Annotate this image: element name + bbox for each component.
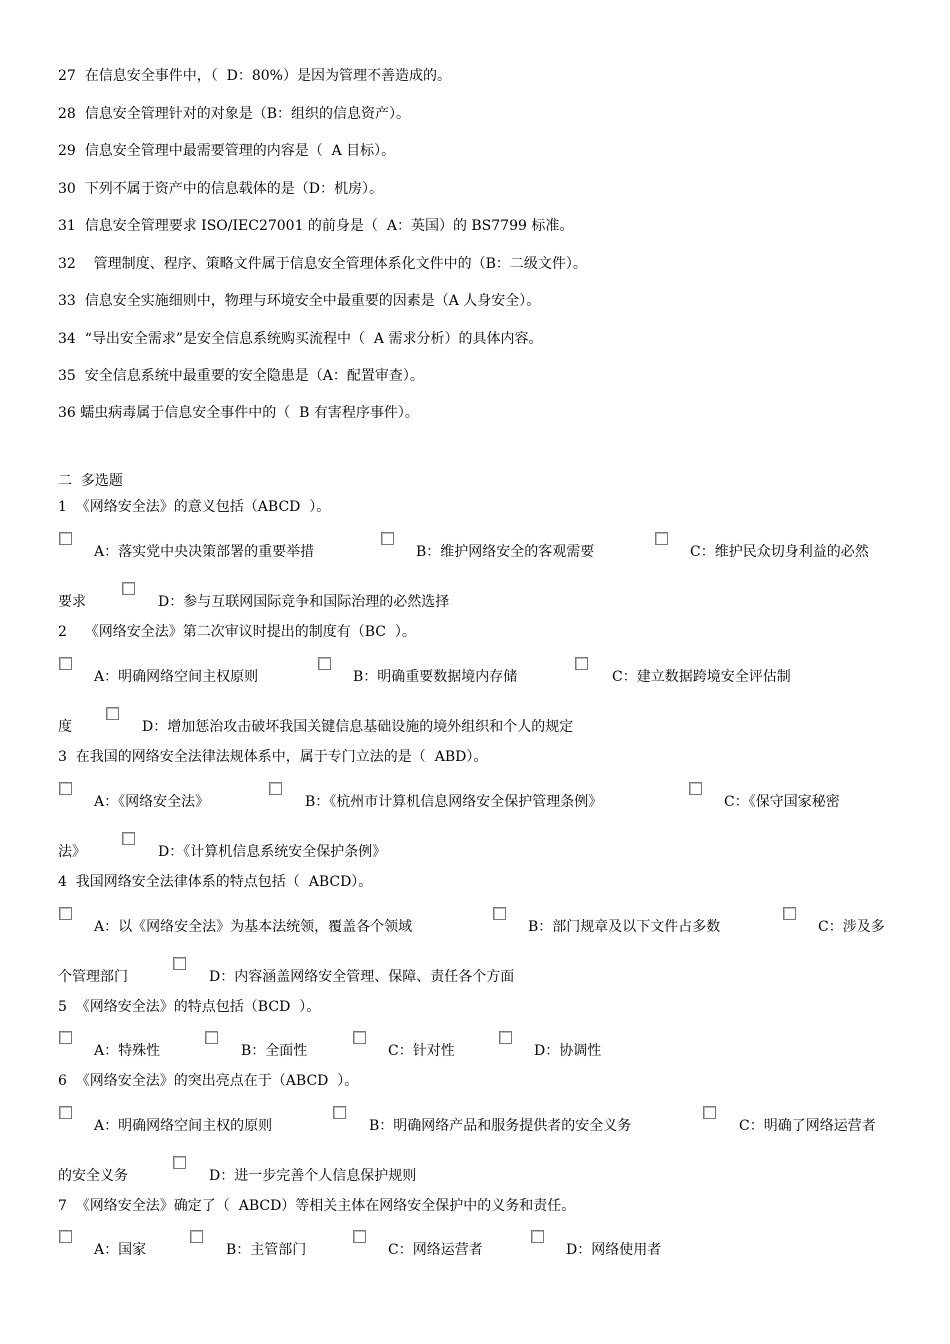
option-q1-b: B：维护网络安全的客观需要	[416, 544, 595, 560]
checkbox-q5-d[interactable]	[499, 1031, 512, 1044]
checkbox-q7-a[interactable]	[59, 1230, 72, 1243]
checkbox-q1-a[interactable]	[59, 532, 72, 545]
option-q1-d: D：参与互联网国际竞争和国际治理的必然选择	[158, 594, 450, 610]
answer-line-27: 27 在信息安全事件中，（ D：80%）是因为管理不善造成的。	[58, 68, 451, 84]
option-q6-b: B：明确网络产品和服务提供者的安全义务	[369, 1118, 632, 1134]
checkbox-q1-c[interactable]	[655, 532, 668, 545]
answer-line-30: 30 下列不属于资产中的信息载体的是（D：机房）。	[58, 181, 383, 197]
answer-line-31: 31 信息安全管理要求 ISO/IEC27001 的前身是（ A：英国）的 BS7799 标准。	[58, 218, 574, 234]
option-q3-a: A：《网络安全法》	[94, 794, 210, 810]
checkbox-q2-c[interactable]	[575, 657, 588, 670]
option-q3-c-cont: 法》	[58, 844, 86, 860]
answer-line-36: 36 蠕虫病毒属于信息安全事件中的（ B 有害程序事件）。	[58, 405, 419, 421]
option-q6-c-cont: 的安全义务	[58, 1168, 128, 1184]
option-q1-c: C：维护民众切身利益的必然	[690, 544, 869, 560]
checkbox-q7-b[interactable]	[190, 1230, 203, 1243]
checkbox-q2-a[interactable]	[59, 657, 72, 670]
option-q7-b: B：主管部门	[226, 1242, 307, 1258]
option-q6-a: A：明确网络空间主权的原则	[94, 1118, 273, 1134]
answer-line-29: 29 信息安全管理中最需要管理的内容是（ A 目标）。	[58, 143, 396, 159]
question-2: 2 《网络安全法》第二次审议时提出的制度有（BC ）。	[58, 624, 416, 640]
checkbox-q5-b[interactable]	[205, 1031, 218, 1044]
answer-line-35: 35 安全信息系统中最重要的安全隐患是（A：配置审查）。	[58, 368, 424, 384]
option-q3-d: D：《计算机信息系统安全保护条例》	[158, 844, 387, 860]
question-6: 6 《网络安全法》的突出亮点在于（ABCD ）。	[58, 1073, 359, 1089]
option-q2-c-cont: 度	[58, 719, 72, 735]
option-q2-a: A：明确网络空间主权原则	[94, 669, 259, 685]
checkbox-q3-c[interactable]	[689, 782, 702, 795]
checkbox-q6-d[interactable]	[173, 1156, 186, 1169]
checkbox-q6-a[interactable]	[59, 1106, 72, 1119]
checkbox-q5-a[interactable]	[59, 1031, 72, 1044]
option-q7-a: A：国家	[94, 1242, 147, 1258]
question-5: 5 《网络安全法》的特点包括（BCD ）。	[58, 999, 321, 1015]
checkbox-q3-b[interactable]	[269, 782, 282, 795]
question-1: 1 《网络安全法》的意义包括（ABCD ）。	[58, 499, 331, 515]
checkbox-q3-a[interactable]	[59, 782, 72, 795]
checkbox-q4-b[interactable]	[493, 907, 506, 920]
option-q2-d: D：增加惩治攻击破坏我国关键信息基础设施的境外组织和个人的规定	[142, 719, 574, 735]
question-3: 3 在我国的网络安全法律法规体系中，属于专门立法的是（ ABD）。	[58, 749, 488, 765]
answer-line-28: 28 信息安全管理针对的对象是（B：组织的信息资产）。	[58, 106, 411, 122]
option-q1-a: A：落实党中央决策部署的重要举措	[94, 544, 315, 560]
option-q3-b: B：《杭州市计算机信息网络安全保护管理条例》	[305, 794, 603, 810]
checkbox-q2-b[interactable]	[318, 657, 331, 670]
checkbox-q3-d[interactable]	[122, 832, 135, 845]
checkbox-q6-c[interactable]	[703, 1106, 716, 1119]
checkbox-q4-d[interactable]	[173, 957, 186, 970]
question-7: 7 《网络安全法》确定了（ ABCD）等相关主体在网络安全保护中的义务和责任。	[58, 1198, 576, 1214]
checkbox-q7-d[interactable]	[531, 1230, 544, 1243]
option-q4-c: C：涉及多	[818, 919, 885, 935]
checkbox-q6-b[interactable]	[333, 1106, 346, 1119]
option-q7-c: C：网络运营者	[388, 1242, 483, 1258]
option-q5-b: B：全面性	[241, 1043, 308, 1059]
option-q3-c: C：《保守国家秘密	[724, 794, 840, 810]
option-q7-d: D：网络使用者	[566, 1242, 662, 1258]
checkbox-q4-c[interactable]	[783, 907, 796, 920]
option-q2-c: C：建立数据跨境安全评估制	[612, 669, 791, 685]
option-q1-c-cont: 要求	[58, 594, 86, 610]
section-title: 二 多选题	[58, 473, 123, 489]
checkbox-q1-d[interactable]	[122, 582, 135, 595]
option-q5-a: A：特殊性	[94, 1043, 161, 1059]
question-4: 4 我国网络安全法律体系的特点包括（ ABCD）。	[58, 874, 373, 890]
option-q4-d: D：内容涵盖网络安全管理、保障、责任各个方面	[209, 969, 515, 985]
option-q6-d: D：进一步完善个人信息保护规则	[209, 1168, 417, 1184]
option-q4-a: A：以《网络安全法》为基本法统领，覆盖各个领域	[94, 919, 413, 935]
checkbox-q7-c[interactable]	[353, 1230, 366, 1243]
option-q4-b: B：部门规章及以下文件占多数	[528, 919, 721, 935]
answer-line-32: 32 管理制度、程序、策略文件属于信息安全管理体系化文件中的（B：二级文件）。	[58, 256, 587, 272]
option-q4-c-cont: 个管理部门	[58, 969, 128, 985]
answer-line-33: 33 信息安全实施细则中，物理与环境安全中最重要的因素是（A 人身安全）。	[58, 293, 541, 309]
option-q2-b: B：明确重要数据境内存储	[353, 669, 518, 685]
answer-line-34: 34 “导出安全需求”是安全信息系统购买流程中（ A 需求分析）的具体内容。	[58, 331, 543, 347]
option-q6-c: C：明确了网络运营者	[739, 1118, 876, 1134]
checkbox-q1-b[interactable]	[381, 532, 394, 545]
checkbox-q4-a[interactable]	[59, 907, 72, 920]
checkbox-q5-c[interactable]	[353, 1031, 366, 1044]
checkbox-q2-d[interactable]	[106, 707, 119, 720]
option-q5-c: C：针对性	[388, 1043, 455, 1059]
option-q5-d: D：协调性	[534, 1043, 602, 1059]
